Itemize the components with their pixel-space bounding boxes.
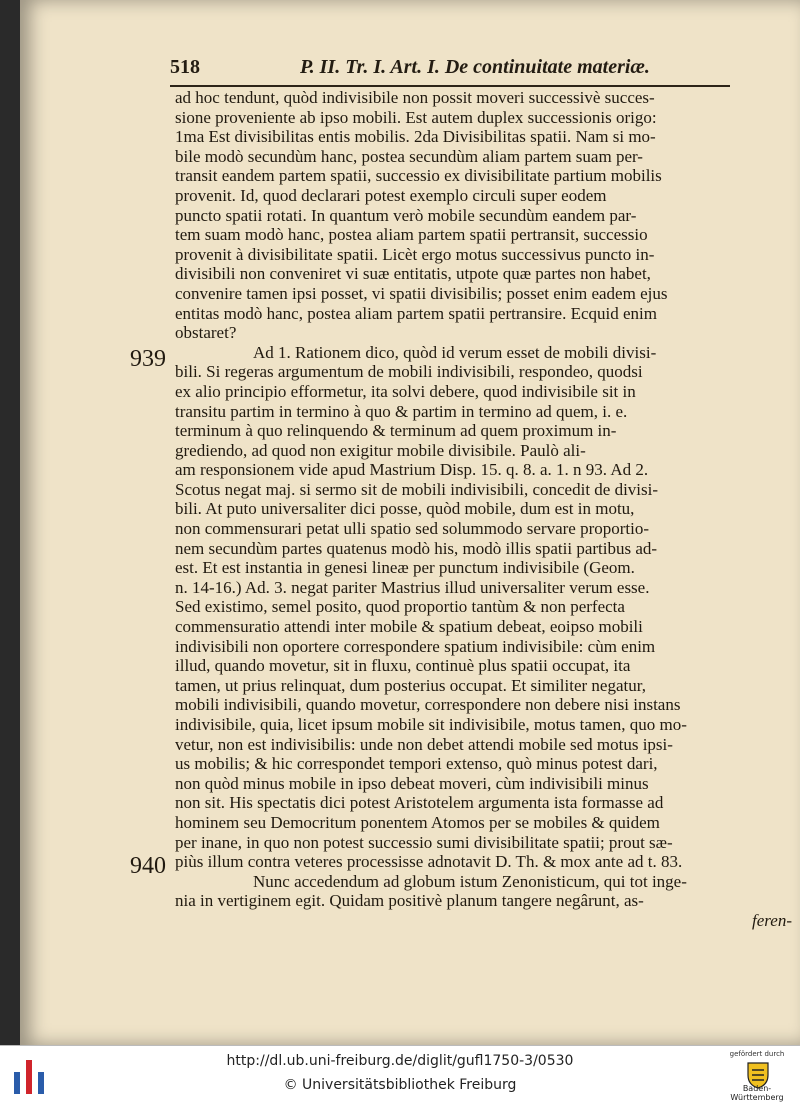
text-line: feren- — [752, 910, 792, 930]
text-line: provenit. Id, quod declarari potest exemplo circuli super eodem — [175, 185, 607, 205]
text-line: commensuratio attendi inter mobile & spatium debeat, eoipso mobili — [175, 617, 643, 637]
sponsor-badge — [724, 1050, 790, 1102]
text-line: bili. Si regeras argumentum de mobili indivisibili, respondeo, quodsi — [175, 362, 643, 382]
text-line: ad hoc tendunt, quòd indivisibile non possit moveri successivè succes- — [175, 88, 655, 107]
text-line: piùs illum contra veteres processisse adnotavit D. Th. & mox ante ad t. 83. — [175, 852, 683, 872]
text-line: us mobilis; & hic correspondet tempori extenso, quò minus potest dari, — [175, 754, 658, 774]
text-line: obstaret? — [175, 323, 237, 343]
text-line: Ad 1. Rationem dico, quòd id verum esset de mobili divisi- — [253, 342, 657, 362]
text-line: tamen, ut prius relinquat, dum posterius occupat. Et similiter negatur, — [175, 675, 646, 695]
copyright-notice: © Universitätsbibliothek Freiburg — [283, 1077, 517, 1093]
text-line: Sed existimo, semel posito, quod proportio tantùm & non perfecta — [175, 597, 625, 617]
text-line: illud, quando movetur, sit in fluxu, continuè plus spatii occupat, ita — [175, 656, 631, 676]
text-line: puncto spatii rotati. In quantum verò mobile secundùm eandem par- — [175, 205, 637, 225]
page-number: 518 — [170, 56, 200, 78]
text-line: non sit. His spectatis dici potest Aristotelem argumenta ista formasse ad — [175, 793, 664, 813]
viewer-footer — [0, 1045, 800, 1105]
text-line: bile modò secundùm hanc, postea secundùm aliam partem suam per- — [175, 146, 643, 166]
text-line: transit eandem partem spatii, successio ex divisibilitate partium mobilis — [175, 166, 662, 186]
text-line: tem suam modò hanc, postea aliam partem spatii pertransit, successio — [175, 225, 648, 245]
text-line: vetur, non est indivisibilis: unde non debet attendi mobile sed motus ipsi- — [175, 734, 673, 754]
text-line: nem secundùm partes quatenus modò his, modò illis spatii partibus ad- — [175, 538, 658, 558]
text-line: terminum à quo relinquendo & terminum ad quem proximum in- — [175, 421, 617, 441]
text-line: per inane, in quo non potest successio sumi divisibilitate spatii; prout sæ- — [175, 832, 673, 852]
text-line: grediendo, ad quod non exigitur mobile divisibile. Paulò ali- — [175, 440, 586, 460]
text-line: 1ma Est divisibilitas entis mobilis. 2da Divisibilitas spatii. Nam si mo- — [175, 127, 656, 147]
text-line: entitas modò hanc, postea aliam partem spatii pertransire. Ecquid enim — [175, 303, 657, 323]
page-header — [170, 56, 730, 86]
text-line: Scotus negat maj. si sermo sit de mobili indivisibili, concedit de divisi- — [175, 479, 659, 499]
text-line: convenire tamen ipsi posset, vi spatii divisibilis; posset enim eadem ejus — [175, 283, 668, 303]
text-line: sione proveniente ab ipso mobili. Est autem duplex successionis origo: — [175, 107, 657, 127]
body-text — [175, 88, 792, 931]
paragraph-number-940: 940 — [130, 853, 166, 879]
text-line: bili. At puto universaliter dici posse, quòd mobile, dum est in motu, — [175, 499, 635, 519]
text-line: Nunc accedendum ad globum istum Zenonisticum, qui tot inge- — [253, 871, 687, 891]
text-line: indivisibile, quia, licet ipsum mobile sit indivisibile, motus tamen, quo mo- — [175, 715, 687, 734]
sponsor-caption: gefördert durch — [729, 1050, 785, 1058]
text-line: transitu partim in termino à quo & partim in termino ad quem, i. e. — [175, 401, 628, 421]
text-line: provenit à divisibilitate spatii. Licèt ergo motus successivus puncto in- — [175, 244, 655, 264]
text-line: am responsionem vide apud Mastrium Disp. 15. q. 8. a. 1. n 93. Ad 2. — [175, 460, 649, 480]
sponsor-name: Baden-Württemberg — [730, 1084, 784, 1102]
text-line: ex alio principio efformetur, ita solvi debere, quod indivisibile sit in — [175, 381, 636, 401]
text-line: hominem seu Democritum ponentem Atomos per se mobiles & quidem — [175, 812, 660, 832]
text-line: n. 14-16.) Ad. 3. negat pariter Mastrius illud universaliter verum esse. — [175, 577, 650, 597]
header-rule — [170, 85, 730, 87]
text-line: est. Et est instantia in genesi lineæ per punctum indivisibile (Geom. — [175, 558, 635, 578]
text-line: divisibili non conveniret vi suæ entitatis, utpote quæ partes non habet, — [175, 264, 651, 284]
document-url[interactable]: http://dl.ub.uni-freiburg.de/diglit/gufl1750-3/0530 — [226, 1053, 574, 1069]
text-line: mobili indivisibili, quando movetur, correspondere non debere nisi instans — [175, 695, 681, 715]
text-line: indivisibili non oportere correspondere spatium indivisibile: cùm enim — [175, 636, 656, 656]
text-line: non commensurari petat ulli spatio sed solummodo servare proportio- — [175, 519, 650, 539]
paragraph-number-939: 939 — [130, 346, 166, 372]
text-line: non quòd minus mobile in ipso debeat moveri, cùm indivisibili minus — [175, 773, 649, 793]
running-head: P. II. Tr. I. Art. I. De continuitate materiæ. — [300, 56, 650, 78]
text-line: nia in vertiginem egit. Quidam positivè planum tangere negârunt, as- — [175, 891, 644, 911]
scanned-page — [20, 0, 800, 1045]
